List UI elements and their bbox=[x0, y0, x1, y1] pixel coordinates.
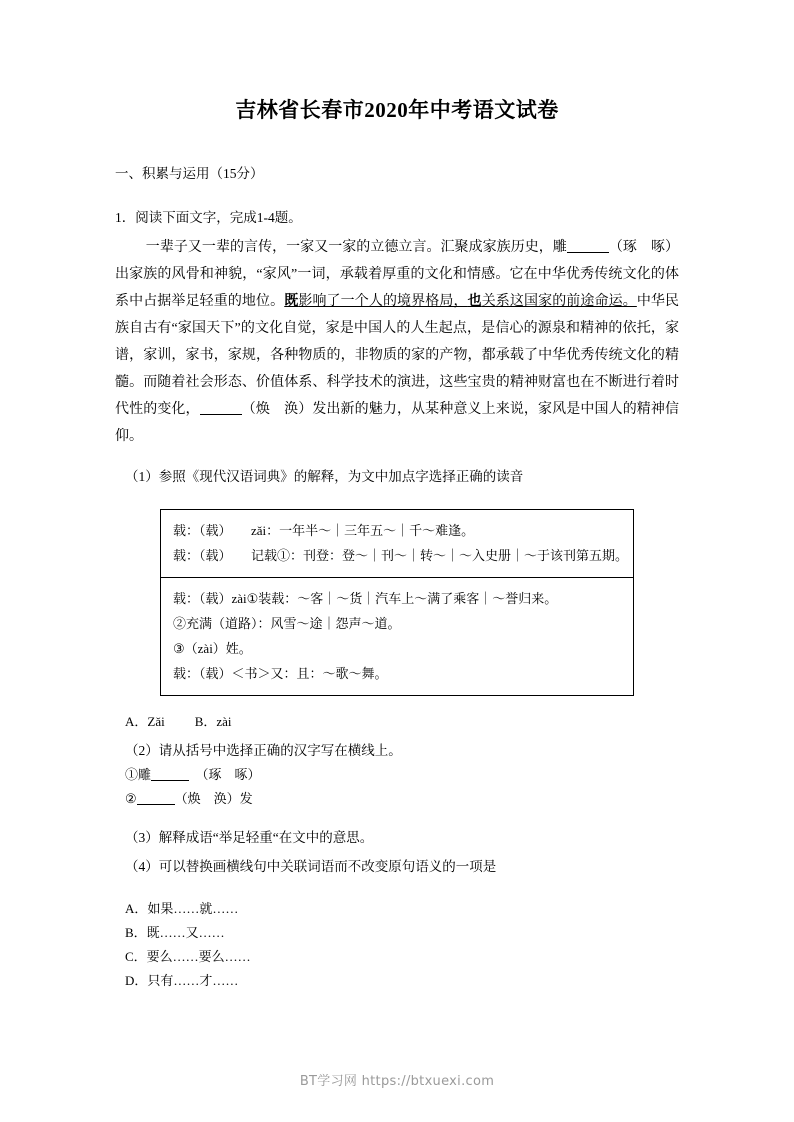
dictionary-row: 载：（载） 记载①：刊登：登～｜刊～｜转～｜～入史册｜～于该刊第五期。 bbox=[173, 547, 629, 563]
passage-indent bbox=[115, 240, 146, 255]
passage-part-3: 中华民族自古有“家国天下”的文化自觉，家是中国人的人生起点，是信心的源泉和精神的依托，家谱，家训，家书，家规，各种物质的，非物质的家的产物，都承载了中华优秀传统文化的精髓。而随着社会形态、价值体系、科学技术的演进，这些宝贵的精神财富也在不断进行着时代性的变化， bbox=[115, 293, 680, 417]
dictionary-row: ③（zài）姓。 bbox=[173, 640, 252, 656]
answer-option-d[interactable]: D．只有……才…… bbox=[125, 972, 239, 988]
sub-question-2-item-1 bbox=[115, 763, 679, 787]
item-2-blank[interactable] bbox=[137, 804, 175, 805]
question-1-stem: 1．阅读下面文字，完成1-4题。 bbox=[115, 209, 302, 225]
dictionary-group-zai3 bbox=[161, 510, 633, 577]
answer-option-b[interactable]: B．既……又…… bbox=[125, 924, 225, 940]
footer-watermark: BT学习网 https://btxuexi.com bbox=[299, 1074, 495, 1089]
sub-question-4: （4）可以替换画横线句中关联词语而不改变原句语义的一项是 bbox=[125, 858, 497, 874]
item-2-hint: （焕 涣）发 bbox=[174, 790, 253, 806]
passage-blank-1-hint: （琢 啄） bbox=[608, 239, 680, 255]
passage-blank-1 bbox=[567, 252, 609, 253]
passage-part-2: 出家族的风骨和神貌，“家风”一词，承载着厚重的文化和情感。它在中华优秀传统文化的体系中占据举足轻重的地位。 bbox=[115, 266, 679, 309]
answer-option-a[interactable]: A．如果……就…… bbox=[125, 900, 239, 916]
reading-passage bbox=[115, 229, 679, 450]
passage-underlined-clause bbox=[284, 294, 637, 309]
item-1-prefix: ①雕 bbox=[125, 766, 152, 782]
dictionary-row: 载：（载）zài①装载：～客｜～货｜汽车上～满了乘客｜～誉归来。 bbox=[173, 590, 558, 606]
pinyin-option-b[interactable]: B．zài bbox=[194, 713, 232, 729]
section-heading: 一、积累与运用（15分） bbox=[115, 166, 264, 182]
dictionary-entry-box bbox=[160, 509, 634, 696]
item-1-blank[interactable] bbox=[151, 780, 189, 781]
passage-part-4: 发出新的魅力，从某种意义上来说，家风是中国人的精神信仰。 bbox=[115, 401, 680, 444]
bold-char-ye: 也 bbox=[467, 293, 482, 309]
underlined-mid-1: 影响了一个人的境界格局， bbox=[298, 293, 468, 309]
bold-char-ji: 既 bbox=[284, 293, 299, 309]
sub-question-2-item-2 bbox=[115, 787, 679, 811]
dictionary-row: 载：（载） zǎi：一年半～｜三年五～｜千～难逢。 bbox=[173, 522, 475, 538]
dictionary-group-zai4 bbox=[161, 577, 633, 695]
dictionary-row: 载：（载）＜书＞又：且：～歌～舞。 bbox=[173, 665, 388, 681]
sub-question-1: （1）参照《现代汉语词典》的解释，为文中加点字选择正确的读音 bbox=[125, 468, 524, 484]
passage-part-1: 一辈子又一辈的言传，一家又一家的立德立言。汇聚成家族历史，雕 bbox=[145, 239, 567, 255]
underlined-mid-2: 关系这国家的前途命运。 bbox=[481, 293, 637, 309]
page-title: 吉林省长春市2020年中考语文试卷 bbox=[235, 98, 559, 122]
answer-option-c[interactable]: C．要么……要么…… bbox=[125, 948, 251, 964]
pinyin-option-a[interactable]: A．Zǎi bbox=[125, 713, 165, 729]
sub-question-3: （3）解释成语“举足轻重“在文中的意思。 bbox=[125, 829, 374, 845]
pinyin-option-row bbox=[115, 696, 679, 734]
dictionary-row: ②充满（道路）：风雪～途｜怨声～道。 bbox=[173, 615, 401, 631]
item-1-hint: （琢 啄） bbox=[202, 766, 261, 782]
passage-blank-2-hint: （焕 涣） bbox=[241, 401, 313, 417]
passage-blank-2 bbox=[200, 414, 242, 415]
answer-option-list bbox=[115, 879, 679, 993]
item-2-prefix: ② bbox=[125, 790, 137, 806]
sub-question-2: （2）请从括号中选择正确的汉字写在横线上。 bbox=[125, 742, 402, 758]
